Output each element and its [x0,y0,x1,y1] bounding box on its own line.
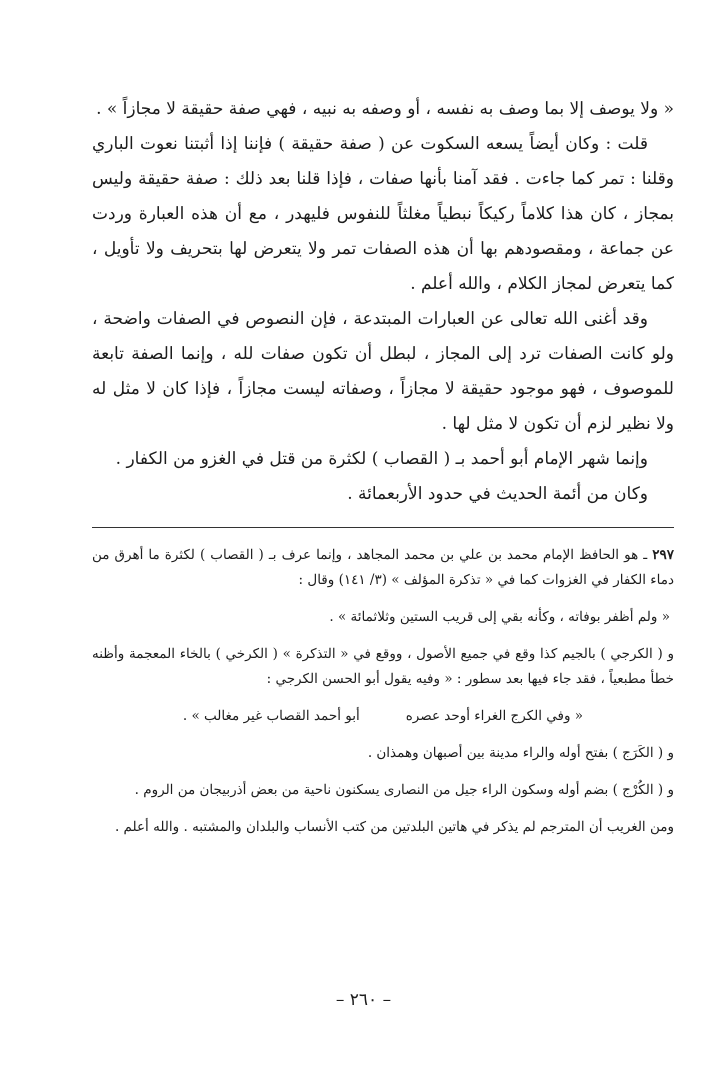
paragraph-quote: « ولا يوصف إلا بما وصف به نفسه ، أو وصفه به نبيه ، فهي صفة حقيقة لا مجازاً » . [96,99,674,119]
paragraph-qultu: قلت : وكان أيضاً يسعه السكوت عن ( صفة حقيقة ) فإننا إذا أثبتنا نعوت الباري وقلنا : تمر كما جاءت . فقد آمنا بأنها صفات ، فإذا قلنا بعد ذلك : صفة حقيقة وليس بمجاز ، كان هذا كلاماً ركيكاً نبطياً مغلثاً للنفوس فليهدر ، مع أن هذه العبارة وردت عن جماعة ، ومقصودهم بها أن هذه الصفات تمر ولا يتعرض لها بتحريف ولا تأويل ، كما يتعرض لمجاز الكلام ، والله أعلم . [92,134,674,294]
footnote-poem [92,704,674,729]
footnote-karaji: و ( الكرجي ) بالجيم كذا وقع في جميع الأصول ، ووقع في « التذكرة » ( الكرخي ) بالخاء المعجمة وأظنه خطأ مطبعياً ، فقد جاء فيها بعد سطور : « وفيه يقول أبو الحسن الكرجي : [92,646,674,687]
footnote-number: ٢٩٧ [652,547,674,563]
paragraph-hadith: وكان من أئمة الحديث في حدود الأربعمائة . [347,484,648,504]
footnote-karaj: و ( الكَرَج ) بفتح أوله والراء مدينة بين أصبهان وهمذان . [367,745,674,761]
page-number: – ٢٦٠ – [335,990,392,1010]
poem-hemistich-second: أبو أحمد القصاب غير مغالب » . [182,708,360,724]
footnotes [92,543,674,840]
footnote-kurj: و ( الكُرْج ) بضم أوله وسكون الراء جيل من النصارى يسكنون ناحية من بعض أذربيجان من الروم . [134,782,674,798]
footnote-separator [92,526,674,529]
poem-hemistich-first: « وفي الكرج الغراء أوحد عصره [405,708,584,724]
footnote-closing: ومن الغريب أن المترجم لم يذكر في هاتين البلدتين من كتب الأنساب والبلدان والمشتبه . والله أعلم . [114,819,674,835]
paragraph-qassab: وإنما شهر الإمام أبو أحمد بـ ( القصاب ) لكثرة من قتل في الغزو من الكفار . [115,449,648,469]
main-text [92,92,674,512]
footnote-quote: « ولم أظفر بوفاته ، وكأنه بقي إلى قريب الستين وثلاثمائة » . [329,609,670,625]
footnote-first [92,543,674,593]
footnote-first-text: ـ هو الحافظ الإمام محمد بن علي بن محمد المجاهد ، وإنما عرف بـ ( القصاب ) لكثرة ما أهرق من دماء الكفار في الغزوات كما في « تذكرة المؤلف » (٣/ ١٤١) وقال : [92,547,674,588]
paragraph-sifat: وقد أغنى الله تعالى عن العبارات المبتدعة ، فإن النصوص في الصفات واضحة ، ولو كانت الصفات ترد إلى المجاز ، لبطل أن تكون صفات لله ، وإنما الصفة تابعة للموصوف ، فهو موجود حقيقة لا مجازاً ، وصفاته ليست مجازاً ، فإذا كان لا مثل له ولا نظير لزم أن تكون لا مثل لها . [92,309,674,434]
book-page [92,92,674,840]
